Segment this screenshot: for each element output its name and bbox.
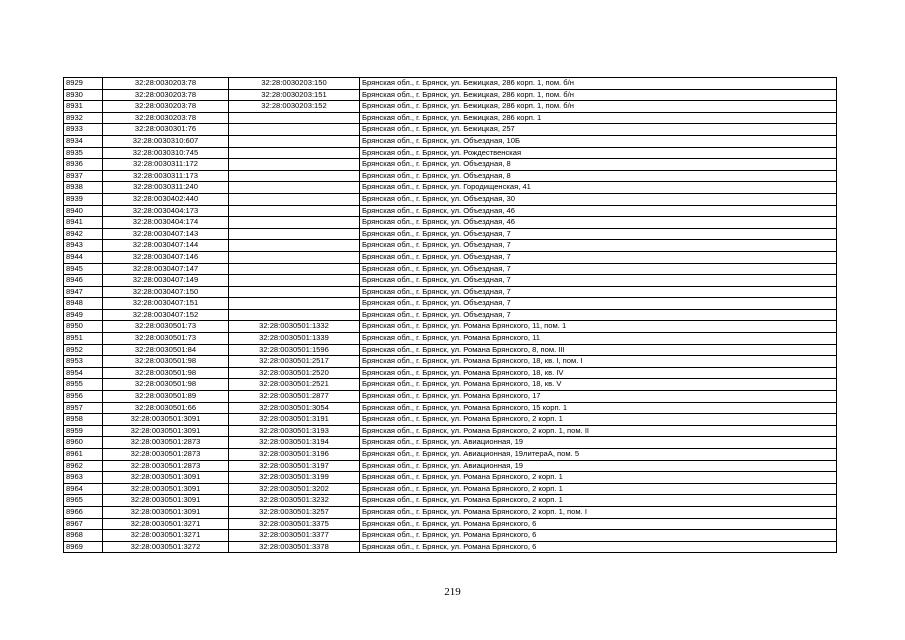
address-cell: Брянская обл., г. Брянск, ул. Романа Брянского, 8, пом. III — [360, 344, 837, 356]
row-number-cell: 8968 — [64, 530, 103, 542]
parcel-cadastral-number-cell: 32:28:0030407:150 — [103, 286, 229, 298]
address-cell: Брянская обл., г. Брянск, ул. Объездная, 7 — [360, 298, 837, 310]
address-cell: Брянская обл., г. Брянск, ул. Романа Брянского, 2 корп. 1, пом. I — [360, 506, 837, 518]
object-cadastral-number-cell: 32:28:0030501:3193 — [229, 425, 360, 437]
parcel-cadastral-number-cell: 32:28:0030501:3271 — [103, 530, 229, 542]
address-cell: Брянская обл., г. Брянск, ул. Романа Брянского, 2 корп. 1 — [360, 483, 837, 495]
parcel-cadastral-number-cell: 32:28:0030310:607 — [103, 135, 229, 147]
object-cadastral-number-cell — [229, 159, 360, 171]
address-cell: Брянская обл., г. Брянск, ул. Авиационная, 19литераА, пом. 5 — [360, 449, 837, 461]
row-number-cell: 8929 — [64, 78, 103, 90]
parcel-cadastral-number-cell: 32:28:0030404:173 — [103, 205, 229, 217]
parcel-cadastral-number-cell: 32:28:0030501:3091 — [103, 414, 229, 426]
row-number-cell: 8958 — [64, 414, 103, 426]
parcel-cadastral-number-cell: 32:28:0030407:143 — [103, 228, 229, 240]
parcel-cadastral-number-cell: 32:28:0030501:98 — [103, 379, 229, 391]
table-row — [64, 402, 837, 414]
parcel-cadastral-number-cell: 32:28:0030407:144 — [103, 240, 229, 252]
object-cadastral-number-cell — [229, 228, 360, 240]
property-registry-table — [63, 77, 837, 553]
table-row — [64, 356, 837, 368]
object-cadastral-number-cell — [229, 286, 360, 298]
object-cadastral-number-cell — [229, 240, 360, 252]
table-row — [64, 495, 837, 507]
object-cadastral-number-cell: 32:28:0030501:3375 — [229, 518, 360, 530]
address-cell: Брянская обл., г. Брянск, ул. Объездная, 10Б — [360, 135, 837, 147]
object-cadastral-number-cell: 32:28:0030501:3194 — [229, 437, 360, 449]
object-cadastral-number-cell — [229, 170, 360, 182]
table-row — [64, 483, 837, 495]
parcel-cadastral-number-cell: 32:28:0030203:78 — [103, 112, 229, 124]
parcel-cadastral-number-cell: 32:28:0030501:73 — [103, 333, 229, 345]
table-row — [64, 124, 837, 136]
row-number-cell: 8932 — [64, 112, 103, 124]
address-cell: Брянская обл., г. Брянск, ул. Романа Брянского, 2 корп. 1 — [360, 495, 837, 507]
parcel-cadastral-number-cell: 32:28:0030501:3091 — [103, 506, 229, 518]
table-row — [64, 449, 837, 461]
row-number-cell: 8963 — [64, 472, 103, 484]
table-row — [64, 437, 837, 449]
row-number-cell: 8948 — [64, 298, 103, 310]
object-cadastral-number-cell: 32:28:0030501:2521 — [229, 379, 360, 391]
address-cell: Брянская обл., г. Брянск, ул. Объездная, 7 — [360, 309, 837, 321]
address-cell: Брянская обл., г. Брянск, ул. Объездная, 8 — [360, 159, 837, 171]
address-cell: Брянская обл., г. Брянск, ул. Объездная, 8 — [360, 170, 837, 182]
address-cell: Брянская обл., г. Брянск, ул. Объездная, 7 — [360, 275, 837, 287]
table-row — [64, 170, 837, 182]
address-cell: Брянская обл., г. Брянск, ул. Романа Брянского, 18, кв. I, пом. I — [360, 356, 837, 368]
parcel-cadastral-number-cell: 32:28:0030501:3091 — [103, 472, 229, 484]
table-row — [64, 472, 837, 484]
address-cell: Брянская обл., г. Брянск, ул. Объездная, 7 — [360, 263, 837, 275]
parcel-cadastral-number-cell: 32:28:0030407:147 — [103, 263, 229, 275]
row-number-cell: 8955 — [64, 379, 103, 391]
row-number-cell: 8967 — [64, 518, 103, 530]
parcel-cadastral-number-cell: 32:28:0030310:745 — [103, 147, 229, 159]
object-cadastral-number-cell: 32:28:0030501:1596 — [229, 344, 360, 356]
table-row — [64, 309, 837, 321]
table-row — [64, 228, 837, 240]
page-number: 219 — [444, 586, 461, 598]
row-number-cell: 8940 — [64, 205, 103, 217]
object-cadastral-number-cell: 32:28:0030501:3054 — [229, 402, 360, 414]
table-row — [64, 333, 837, 345]
table-row — [64, 298, 837, 310]
address-cell: Брянская обл., г. Брянск, ул. Авиационная, 19 — [360, 437, 837, 449]
address-cell: Брянская обл., г. Брянск, ул. Романа Брянского, 2 корп. 1 — [360, 472, 837, 484]
address-cell: Брянская обл., г. Брянск, ул. Романа Брянского, 6 — [360, 518, 837, 530]
row-number-cell: 8966 — [64, 506, 103, 518]
object-cadastral-number-cell: 32:28:0030501:1339 — [229, 333, 360, 345]
address-cell: Брянская обл., г. Брянск, ул. Романа Брянского, 11, пом. 1 — [360, 321, 837, 333]
address-cell: Брянская обл., г. Брянск, ул. Объездная, 30 — [360, 193, 837, 205]
parcel-cadastral-number-cell: 32:28:0030501:66 — [103, 402, 229, 414]
table-row — [64, 89, 837, 101]
parcel-cadastral-number-cell: 32:28:0030407:152 — [103, 309, 229, 321]
object-cadastral-number-cell — [229, 217, 360, 229]
parcel-cadastral-number-cell: 32:28:0030407:151 — [103, 298, 229, 310]
parcel-cadastral-number-cell: 32:28:0030311:172 — [103, 159, 229, 171]
row-number-cell: 8944 — [64, 251, 103, 263]
row-number-cell: 8936 — [64, 159, 103, 171]
address-cell: Брянская обл., г. Брянск, ул. Романа Брянского, 18, кв. V — [360, 379, 837, 391]
parcel-cadastral-number-cell: 32:28:0030501:98 — [103, 367, 229, 379]
object-cadastral-number-cell: 32:28:0030501:3378 — [229, 541, 360, 553]
object-cadastral-number-cell: 32:28:0030203:151 — [229, 89, 360, 101]
object-cadastral-number-cell: 32:28:0030501:3232 — [229, 495, 360, 507]
table-row — [64, 263, 837, 275]
table-row — [64, 251, 837, 263]
parcel-cadastral-number-cell: 32:28:0030311:240 — [103, 182, 229, 194]
row-number-cell: 8945 — [64, 263, 103, 275]
table-row — [64, 367, 837, 379]
parcel-cadastral-number-cell: 32:28:0030501:3091 — [103, 483, 229, 495]
row-number-cell: 8952 — [64, 344, 103, 356]
address-cell: Брянская обл., г. Брянск, ул. Авиационная, 19 — [360, 460, 837, 472]
address-cell: Брянская обл., г. Брянск, ул. Рождественская — [360, 147, 837, 159]
object-cadastral-number-cell — [229, 205, 360, 217]
row-number-cell: 8942 — [64, 228, 103, 240]
object-cadastral-number-cell: 32:28:0030501:3199 — [229, 472, 360, 484]
table-row — [64, 275, 837, 287]
row-number-cell: 8965 — [64, 495, 103, 507]
row-number-cell: 8934 — [64, 135, 103, 147]
address-cell: Брянская обл., г. Брянск, ул. Объездная, 46 — [360, 217, 837, 229]
row-number-cell: 8964 — [64, 483, 103, 495]
address-cell: Брянская обл., г. Брянск, ул. Объездная, 46 — [360, 205, 837, 217]
table-row — [64, 286, 837, 298]
object-cadastral-number-cell — [229, 147, 360, 159]
address-cell: Брянская обл., г. Брянск, ул. Объездная, 7 — [360, 251, 837, 263]
table-row — [64, 506, 837, 518]
object-cadastral-number-cell — [229, 251, 360, 263]
parcel-cadastral-number-cell: 32:28:0030407:149 — [103, 275, 229, 287]
row-number-cell: 8938 — [64, 182, 103, 194]
row-number-cell: 8941 — [64, 217, 103, 229]
row-number-cell: 8943 — [64, 240, 103, 252]
table-row — [64, 344, 837, 356]
address-cell: Брянская обл., г. Брянск, ул. Романа Брянского, 15 корп. 1 — [360, 402, 837, 414]
parcel-cadastral-number-cell: 32:28:0030501:2873 — [103, 449, 229, 461]
address-cell: Брянская обл., г. Брянск, ул. Бежицкая, 286 корп. 1, пом. б/н — [360, 89, 837, 101]
row-number-cell: 8953 — [64, 356, 103, 368]
row-number-cell: 8937 — [64, 170, 103, 182]
table-row — [64, 391, 837, 403]
row-number-cell: 8954 — [64, 367, 103, 379]
parcel-cadastral-number-cell: 32:28:0030501:98 — [103, 356, 229, 368]
parcel-cadastral-number-cell: 32:28:0030501:3271 — [103, 518, 229, 530]
object-cadastral-number-cell: 32:28:0030501:3191 — [229, 414, 360, 426]
table-row — [64, 240, 837, 252]
table-row — [64, 205, 837, 217]
object-cadastral-number-cell — [229, 193, 360, 205]
object-cadastral-number-cell: 32:28:0030501:2877 — [229, 391, 360, 403]
table-row — [64, 159, 837, 171]
row-number-cell: 8957 — [64, 402, 103, 414]
address-cell: Брянская обл., г. Брянск, ул. Объездная, 7 — [360, 286, 837, 298]
address-cell: Брянская обл., г. Брянск, ул. Романа Брянского, 2 корп. 1 — [360, 414, 837, 426]
row-number-cell: 8951 — [64, 333, 103, 345]
table-row — [64, 112, 837, 124]
row-number-cell: 8950 — [64, 321, 103, 333]
parcel-cadastral-number-cell: 32:28:0030203:78 — [103, 89, 229, 101]
table-row — [64, 518, 837, 530]
object-cadastral-number-cell: 32:28:0030203:152 — [229, 101, 360, 113]
parcel-cadastral-number-cell: 32:28:0030203:78 — [103, 101, 229, 113]
object-cadastral-number-cell: 32:28:0030501:2520 — [229, 367, 360, 379]
object-cadastral-number-cell: 32:28:0030501:2517 — [229, 356, 360, 368]
row-number-cell: 8949 — [64, 309, 103, 321]
object-cadastral-number-cell — [229, 135, 360, 147]
row-number-cell: 8969 — [64, 541, 103, 553]
row-number-cell: 8960 — [64, 437, 103, 449]
address-cell: Брянская обл., г. Брянск, ул. Объездная, 7 — [360, 240, 837, 252]
parcel-cadastral-number-cell: 32:28:0030402:440 — [103, 193, 229, 205]
address-cell: Брянская обл., г. Брянск, ул. Романа Брянского, 6 — [360, 530, 837, 542]
parcel-cadastral-number-cell: 32:28:0030501:3272 — [103, 541, 229, 553]
table-row — [64, 147, 837, 159]
row-number-cell: 8930 — [64, 89, 103, 101]
address-cell: Брянская обл., г. Брянск, ул. Бежицкая, 286 корп. 1 — [360, 112, 837, 124]
address-cell: Брянская обл., г. Брянск, ул. Романа Брянского, 11 — [360, 333, 837, 345]
object-cadastral-number-cell — [229, 275, 360, 287]
row-number-cell: 8935 — [64, 147, 103, 159]
object-cadastral-number-cell: 32:28:0030501:3196 — [229, 449, 360, 461]
table-row — [64, 78, 837, 90]
object-cadastral-number-cell — [229, 298, 360, 310]
object-cadastral-number-cell — [229, 124, 360, 136]
row-number-cell: 8946 — [64, 275, 103, 287]
table-row — [64, 379, 837, 391]
parcel-cadastral-number-cell: 32:28:0030501:3091 — [103, 495, 229, 507]
parcel-cadastral-number-cell: 32:28:0030501:2873 — [103, 437, 229, 449]
object-cadastral-number-cell — [229, 309, 360, 321]
object-cadastral-number-cell: 32:28:0030203:150 — [229, 78, 360, 90]
table-row — [64, 101, 837, 113]
table-row — [64, 541, 837, 553]
parcel-cadastral-number-cell: 32:28:0030501:2873 — [103, 460, 229, 472]
object-cadastral-number-cell: 32:28:0030501:1332 — [229, 321, 360, 333]
address-cell: Брянская обл., г. Брянск, ул. Бежицкая, 286 корп. 1, пом. б/н — [360, 78, 837, 90]
address-cell: Брянская обл., г. Брянск, ул. Романа Брянского, 2 корп. 1, пом. II — [360, 425, 837, 437]
table-row — [64, 530, 837, 542]
parcel-cadastral-number-cell: 32:28:0030203:78 — [103, 78, 229, 90]
row-number-cell: 8956 — [64, 391, 103, 403]
row-number-cell: 8947 — [64, 286, 103, 298]
row-number-cell: 8933 — [64, 124, 103, 136]
row-number-cell: 8931 — [64, 101, 103, 113]
address-cell: Брянская обл., г. Брянск, ул. Романа Брянского, 6 — [360, 541, 837, 553]
parcel-cadastral-number-cell: 32:28:0030407:146 — [103, 251, 229, 263]
parcel-cadastral-number-cell: 32:28:0030501:89 — [103, 391, 229, 403]
parcel-cadastral-number-cell: 32:28:0030501:84 — [103, 344, 229, 356]
parcel-cadastral-number-cell: 32:28:0030404:174 — [103, 217, 229, 229]
address-cell: Брянская обл., г. Брянск, ул. Бежицкая, 257 — [360, 124, 837, 136]
table-row — [64, 321, 837, 333]
object-cadastral-number-cell: 32:28:0030501:3377 — [229, 530, 360, 542]
object-cadastral-number-cell: 32:28:0030501:3197 — [229, 460, 360, 472]
object-cadastral-number-cell — [229, 263, 360, 275]
parcel-cadastral-number-cell: 32:28:0030501:73 — [103, 321, 229, 333]
parcel-cadastral-number-cell: 32:28:0030311:173 — [103, 170, 229, 182]
address-cell: Брянская обл., г. Брянск, ул. Объездная, 7 — [360, 228, 837, 240]
parcel-cadastral-number-cell: 32:28:0030301:76 — [103, 124, 229, 136]
row-number-cell: 8962 — [64, 460, 103, 472]
address-cell: Брянская обл., г. Брянск, ул. Бежицкая, 286 корп. 1, пом. б/н — [360, 101, 837, 113]
table-row — [64, 425, 837, 437]
table-row — [64, 182, 837, 194]
address-cell: Брянская обл., г. Брянск, ул. Романа Брянского, 17 — [360, 391, 837, 403]
object-cadastral-number-cell — [229, 112, 360, 124]
row-number-cell: 8961 — [64, 449, 103, 461]
object-cadastral-number-cell: 32:28:0030501:3202 — [229, 483, 360, 495]
row-number-cell: 8939 — [64, 193, 103, 205]
table-row — [64, 217, 837, 229]
row-number-cell: 8959 — [64, 425, 103, 437]
object-cadastral-number-cell: 32:28:0030501:3257 — [229, 506, 360, 518]
parcel-cadastral-number-cell: 32:28:0030501:3091 — [103, 425, 229, 437]
address-cell: Брянская обл., г. Брянск, ул. Городищенская, 41 — [360, 182, 837, 194]
table-row — [64, 460, 837, 472]
table-row — [64, 414, 837, 426]
address-cell: Брянская обл., г. Брянск, ул. Романа Брянского, 18, кв. IV — [360, 367, 837, 379]
table-row — [64, 135, 837, 147]
object-cadastral-number-cell — [229, 182, 360, 194]
table-row — [64, 193, 837, 205]
registry-table-body — [64, 78, 837, 553]
